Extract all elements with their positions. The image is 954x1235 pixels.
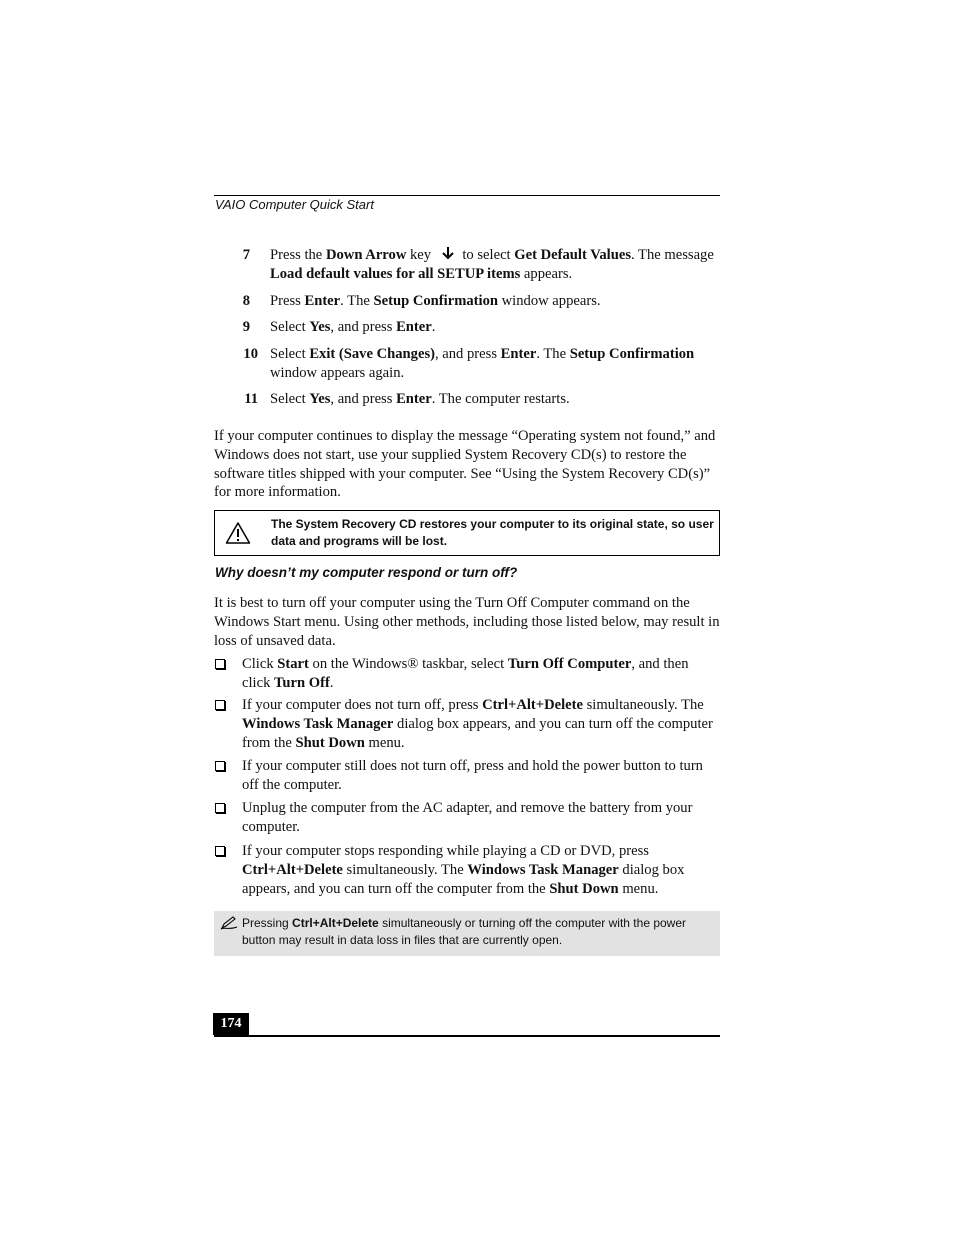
step-text: Select Exit (Save Changes), and press Enter. The Setup Confirmation window appears again.: [270, 346, 695, 381]
bullet-1: [214, 655, 720, 693]
note-text: Pressing Ctrl+Alt+Delete simultaneously or turning off the computer with the power button may result in data loss in files that are currently open.: [242, 916, 687, 947]
warning-triangle-icon: [225, 521, 251, 545]
footer-rule: [214, 1035, 720, 1037]
checkbox-bullet-icon: [215, 659, 225, 669]
step-text: Press the Down Arrow key to select Get Default Values. The message Load default values for all SETUP items appears.: [270, 247, 714, 282]
bullet-text: If your computer does not turn off, press Ctrl+Alt+Delete simultaneously. The Windows Task Manager dialog box appears, and you can turn off the computer from the Shut Down menu.: [242, 697, 713, 751]
step-8: [214, 292, 720, 311]
warning-box: [214, 510, 720, 556]
warning-text: The System Recovery CD restores your computer to its original state, so user data and programs will be lost.: [271, 517, 714, 548]
checkbox-bullet-icon: [215, 700, 225, 710]
step-number: 8: [242, 293, 250, 309]
step-11: [214, 390, 720, 409]
step-number: 9: [242, 319, 250, 335]
page-number: 174: [213, 1013, 249, 1035]
bullet-text: Click Start on the Windows® taskbar, select Turn Off Computer, and then click Turn Off.: [242, 656, 689, 691]
header-title: VAIO Computer Quick Start: [215, 197, 374, 212]
step-number: 11: [244, 391, 258, 407]
bullet-3: [214, 757, 720, 795]
step-9: [214, 318, 720, 337]
bullet-text: If your computer still does not turn off, press and hold the power button to turn off the computer.: [242, 758, 703, 793]
step-text: Select Yes, and press Enter. The computer restarts.: [270, 391, 570, 407]
checkbox-bullet-icon: [215, 846, 225, 856]
note-pencil-icon: [220, 916, 238, 930]
bullet-5: [214, 842, 720, 898]
step-text: Press Enter. The Setup Confirmation window appears.: [270, 293, 601, 309]
step-number: 7: [242, 247, 250, 263]
step-10: [214, 345, 720, 383]
header-rule: [214, 195, 720, 196]
step-number: 10: [243, 346, 258, 362]
bullet-text: If your computer stops responding while playing a CD or DVD, press Ctrl+Alt+Delete simultaneously. The Windows Task Manager dialog box appears, and you can turn off the computer from the Shut Down menu.: [242, 843, 685, 897]
step-text: Select Yes, and press Enter.: [270, 319, 436, 335]
note-box: [214, 911, 720, 956]
recovery-paragraph: If your computer continues to display the message “Operating system not found,” and Windows does not start, use your supplied System Recovery CD(s) to restore the software titles shipped with your computer. See “Using the System Recovery CD(s)” for more information.: [214, 428, 716, 501]
section-subheading: Why doesn’t my computer respond or turn off?: [215, 565, 518, 580]
bullet-2: [214, 696, 720, 752]
bullet-text: Unplug the computer from the AC adapter, and remove the battery from your computer.: [242, 800, 693, 835]
intro-paragraph: It is best to turn off your computer using the Turn Off Computer command on the Windows Start menu. Using other methods, including those listed below, may result in loss of unsaved data.: [214, 595, 720, 649]
checkbox-bullet-icon: [215, 761, 225, 771]
step-7: [214, 246, 720, 284]
down-arrow-icon: [441, 246, 455, 260]
checkbox-bullet-icon: [215, 803, 225, 813]
bullet-4: [214, 799, 720, 837]
